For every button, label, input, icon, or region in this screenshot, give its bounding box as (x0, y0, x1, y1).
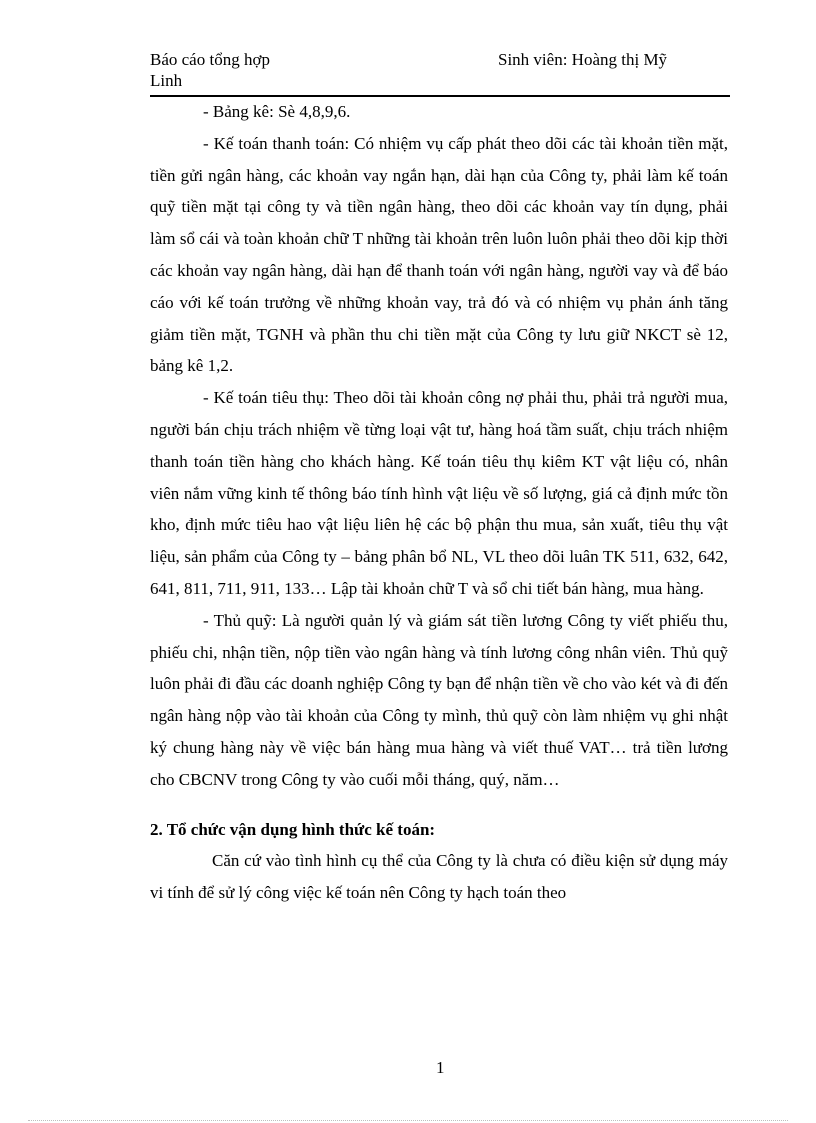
page-header (150, 49, 730, 97)
paragraph-ke-toan-tieu-thu: - Kế toán tiêu thụ: Theo dõi tài khoản công nợ phải thu, phải trả người mua, người bán chịu trách nhiệm về từng loại vật tư, hàng hoá tầm suất, chịu trách nhiệm thanh toán tiền hàng cho khách hàng. Kế toán tiêu thụ kiêm KT vật liệu có, nhân viên nắm vững kinh tế thông báo tính hình vật liệu về số lượng, giá cả định mức tồn kho, định mức tiêu hao vật liệu liên hệ các bộ phận thu mua, sản xuất, tiêu thụ vật liệu, sản phẩm của Công ty – bảng phân bổ NL, VL theo dõi luân TK 511, 632, 642, 641, 811, 711, 911, 133… Lập tài khoản chữ T và sổ chi tiết bán hàng, mua hàng. (150, 388, 728, 598)
header-left (150, 49, 350, 91)
header-student: Sinh viên: Hoàng thị Mỹ (498, 50, 668, 69)
section-heading: 2. Tổ chức vận dụng hình thức kế toán: (150, 819, 436, 839)
header-report-title: Báo cáo tổng hợp (150, 50, 270, 69)
page-number: 1 (436, 1058, 445, 1077)
document-body (150, 94, 728, 909)
header-report-name: Linh (150, 71, 183, 90)
section-paragraph: Căn cứ vào tình hình cụ thể của Công ty là chưa có điều kiện sử dụng máy vi tính để sử lý công việc kế toán nên Công ty hạch toán theo (150, 851, 728, 903)
paragraph-ke-toan-thanh-toan: - Kế toán thanh toán: Có nhiệm vụ cấp phát theo dõi các tài khoản tiền mặt, tiền gửi ngân hàng, các khoản vay ngắn hạn, dài hạn của Công ty, phải làm kế toán quỹ tiền mặt tại công ty và tiền ngân hàng, theo dõi các khoản vay tín dụng, phải làm sổ cái và toàn khoản chữ T những tài khoản trên luôn luôn phải theo dõi kịp thời các khoản vay ngân hàng, dài hạn để thanh toán với ngân hàng, người vay và để báo cáo với kế toán trưởng về những khoản vay, trả đó và có nhiệm vụ phản ánh tăng giảm tiền mặt, TGNH và phần thu chi tiền mặt của Công ty lưu giữ NKCT sè 12, bảng kê 1,2. (150, 133, 728, 376)
page-bottom-divider (28, 1120, 788, 1121)
paragraph-thu-quy: - Thủ quỹ: Là người quản lý và giám sát tiền lương Công ty viết phiếu thu, phiếu chi, nhận tiền, nộp tiền vào ngân hàng và tính lương công nhân viên. Thủ quỹ luôn phải đi đầu các doanh nghiệp Công ty bạn để nhận tiền về cho vào két và đi đến ngân hàng nộp vào tài khoản của Công ty mình, thủ quỹ còn làm nhiệm vụ ghi nhật ký chung hàng này về việc bán hàng mua hàng và viết thuế VAT… trả tiền lương cho CBCNV trong Công ty vào cuối mỗi tháng, quý, năm… (150, 610, 728, 789)
paragraph-bang-ke: - Bảng kê: Sè 4,8,9,6. (203, 102, 351, 121)
